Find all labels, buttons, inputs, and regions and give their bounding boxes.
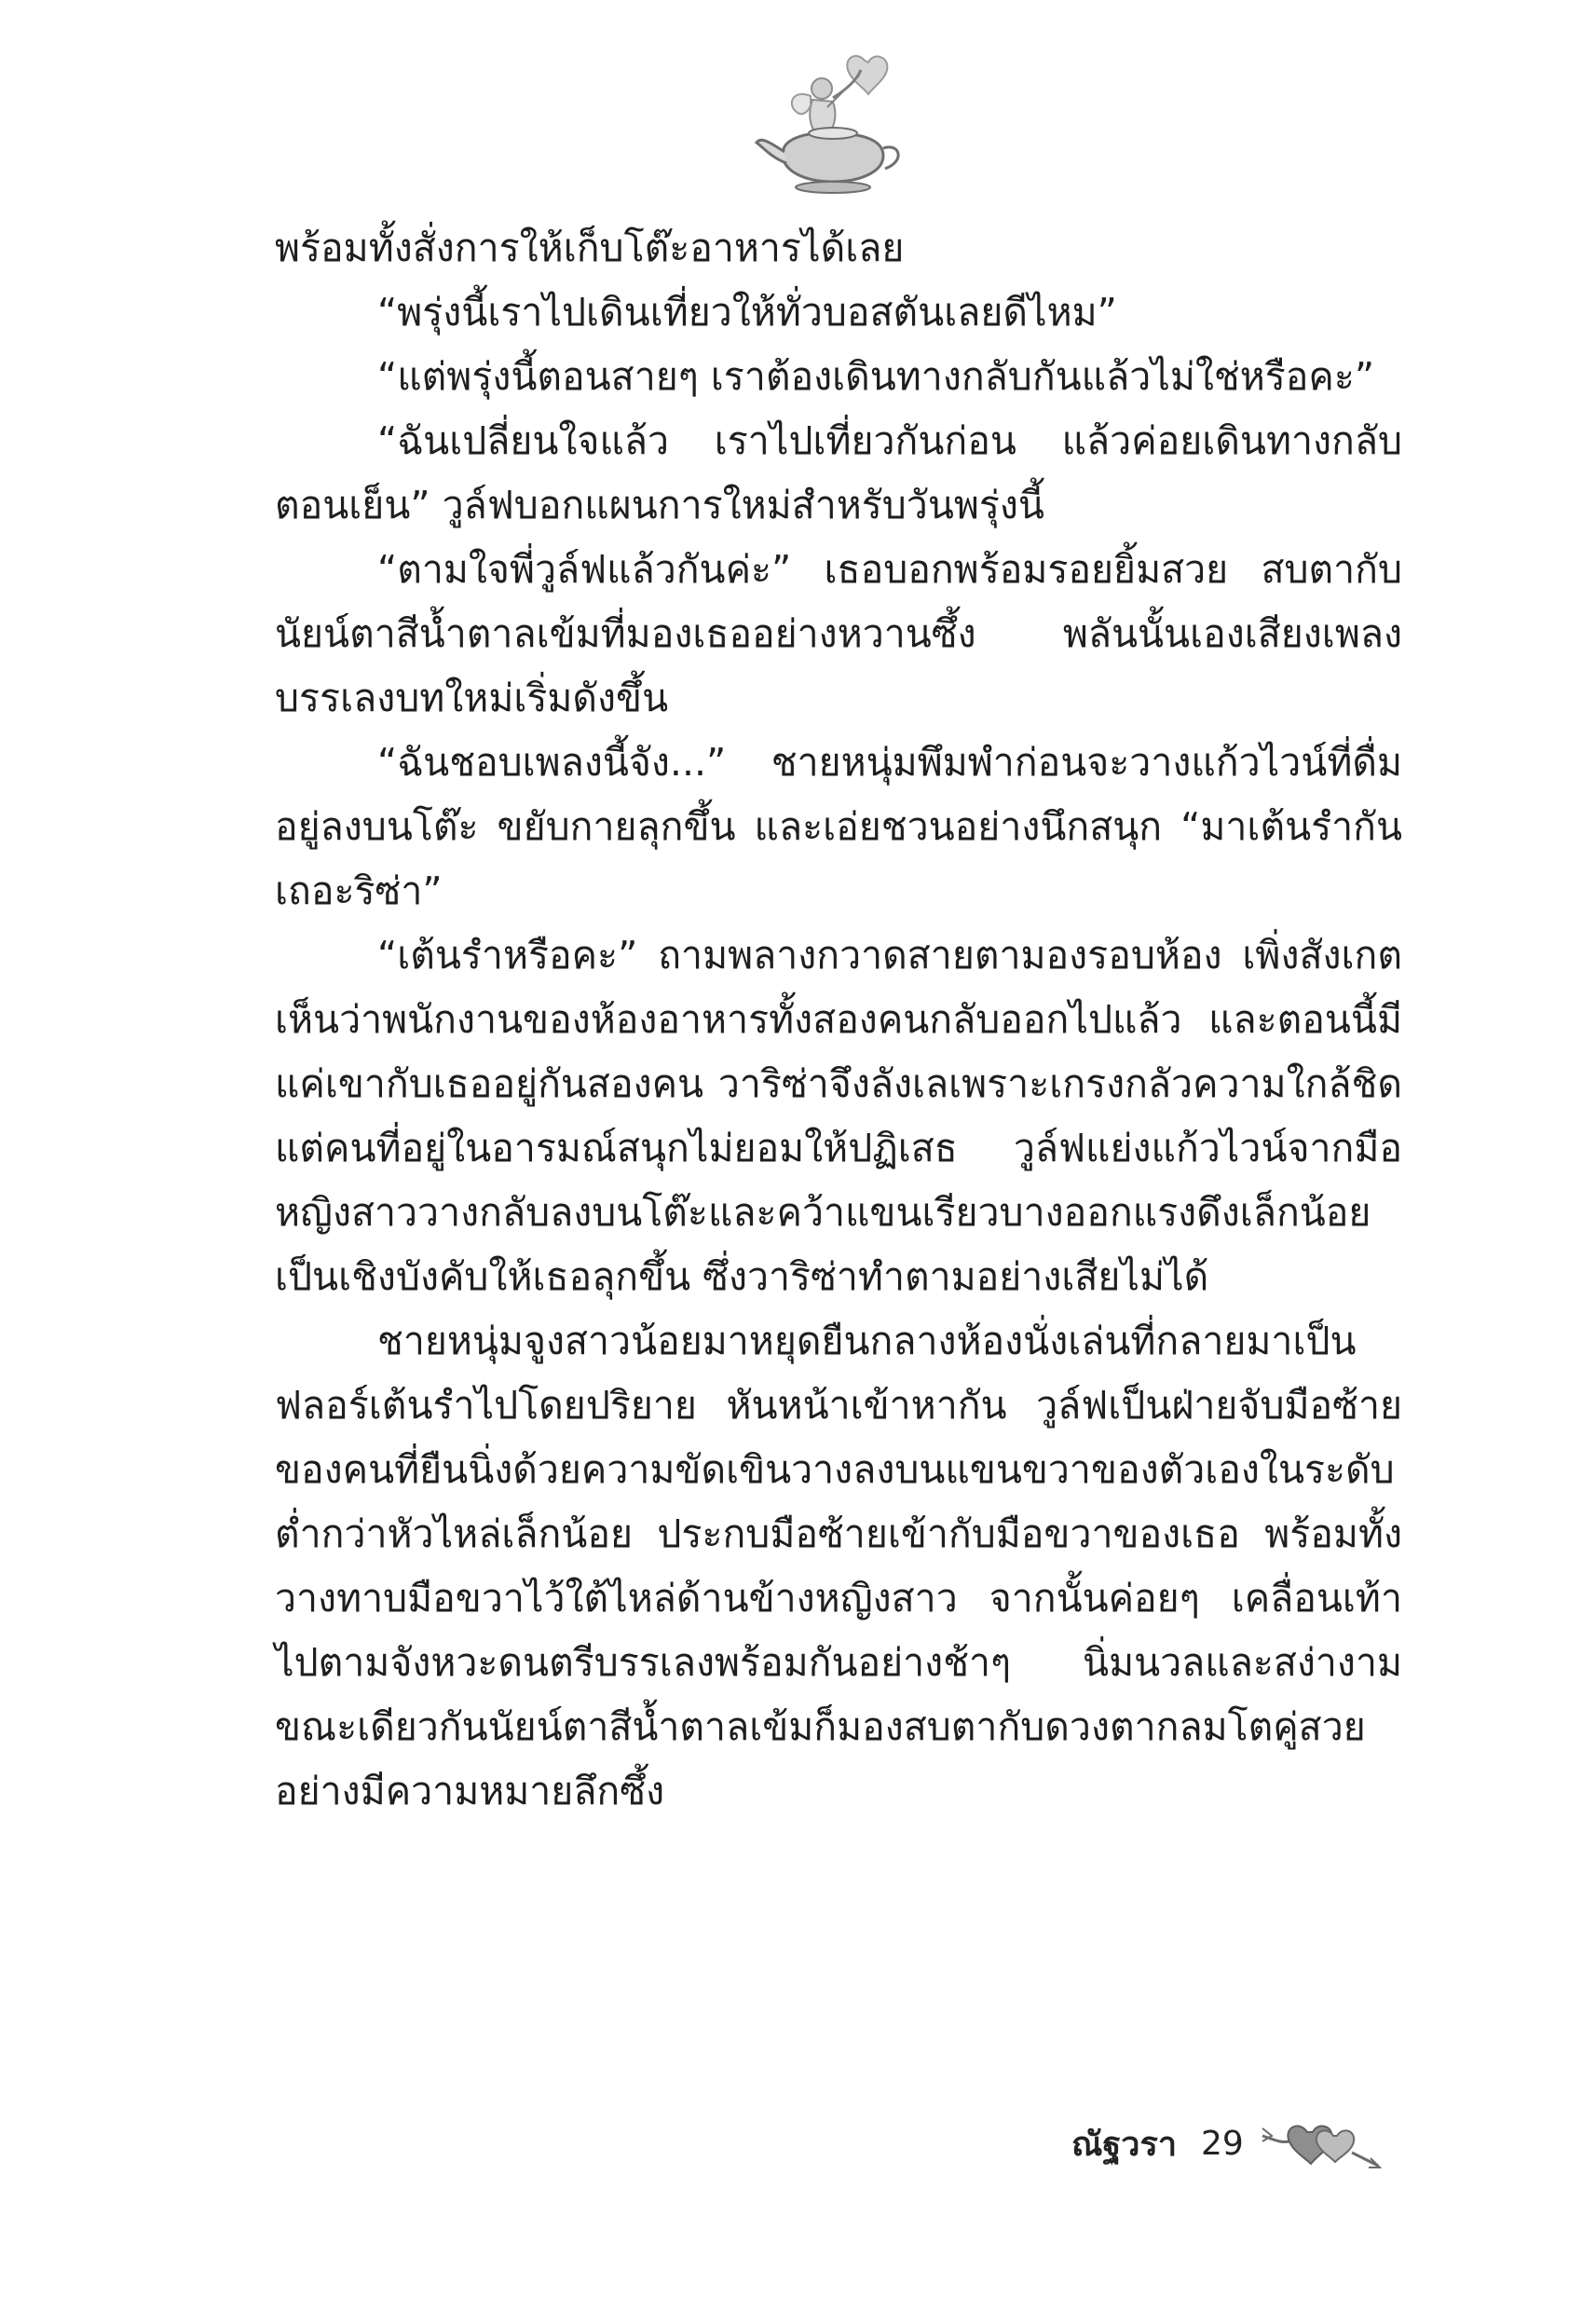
- paragraph: “ฉันชอบเพลงนี้จัง...” ชายหนุ่มพึมพำก่อนจะวางแก้วไวน์ที่ดื่มอยู่ลงบนโต๊ะ ขยับกายลุกขึ้น และเอ่ยชวนอย่างนึกสนุก “มาเต้นรำกันเถอะริซ่า”: [275, 740, 1402, 913]
- paragraph: พร้อมทั้งสั่งการให้เก็บโต๊ะอาหารได้เลย: [275, 226, 905, 270]
- paragraph: “ตามใจพี่วูล์ฟแล้วกันค่ะ” เธอบอกพร้อมรอยยิ้มสวย สบตากับนัยน์ตาสีน้ำตาลเข้มที่มองเธออย่างหวานซึ้ง พลันนั้นเองเสียงเพลงบรรเลงบทใหม่เริ่มดังขึ้น: [275, 547, 1402, 720]
- page-footer: [1071, 2111, 1382, 2176]
- hearts-arrow-icon: [1261, 2115, 1382, 2171]
- body-text: [275, 216, 1402, 1824]
- paragraph: “แต่พรุ่งนี้ตอนสายๆ เราต้องเดินทางกลับกันแล้วไม่ใช่หรือคะ”: [377, 354, 1375, 399]
- cupid-teapot-icon: [755, 51, 913, 200]
- paragraph: “พรุ่งนี้เราไปเดินเที่ยวให้ทั่วบอสตันเลยดีไหม”: [377, 290, 1117, 335]
- paragraph: “ฉันเปลี่ยนใจแล้ว เราไปเที่ยวกันก่อน แล้วค่อยเดินทางกลับตอนเย็น” วูล์ฟบอกแผนการใหม่สำหรับวันพรุ่งนี้: [275, 418, 1402, 527]
- paragraph: “เต้นรำหรือคะ” ถามพลางกวาดสายตามองรอบห้อง เพิ่งสังเกตเห็นว่าพนักงานของห้องอาหารทั้งสองคนกลับออกไปแล้ว และตอนนี้มีแค่เขากับเธออยู่กันสองคน วาริซ่าจึงลังเลเพราะเกรงกลัวความใกล้ชิด แต่คนที่อยู่ในอารมณ์สนุกไม่ยอมให้ปฏิเสธ วูล์ฟแย่งแก้วไวน์จากมือหญิงสาววางกลับลงบนโต๊ะและคว้าแขนเรียวบางออกแรงดึงเล็กน้อยเป็นเชิงบังคับให้เธอลุกขึ้น ซึ่งวาริซ่าทำตามอย่างเสียไม่ได้: [275, 933, 1402, 1299]
- page-number: 29: [1201, 2124, 1244, 2163]
- paragraph: ชายหนุ่มจูงสาวน้อยมาหยุดยืนกลางห้องนั่งเล่นที่กลายมาเป็นฟลอร์เต้นรำไปโดยปริยาย หันหน้าเข้าหากัน วูล์ฟเป็นฝ่ายจับมือซ้ายของคนที่ยืนนิ่งด้วยความขัดเขินวางลงบนแขนขวาของตัวเองในระดับต่ำกว่าหัวไหล่เล็กน้อย ประกบมือซ้ายเข้ากับมือขวาของเธอ พร้อมทั้งวางทาบมือขวาไว้ใต้ไหล่ด้านข้างหญิงสาว จากนั้นค่อยๆ เคลื่อนเท้าไปตามจังหวะดนตรีบรรเลงพร้อมกันอย่างช้าๆ นิ่มนวลและสง่างามขณะเดียวกันนัยน์ตาสีน้ำตาลเข้มก็มองสบตากับดวงตากลมโตคู่สวยอย่างมีความหมายลึกซึ้ง: [275, 1319, 1402, 1813]
- footer-author: ณัฐวรา: [1071, 2125, 1178, 2164]
